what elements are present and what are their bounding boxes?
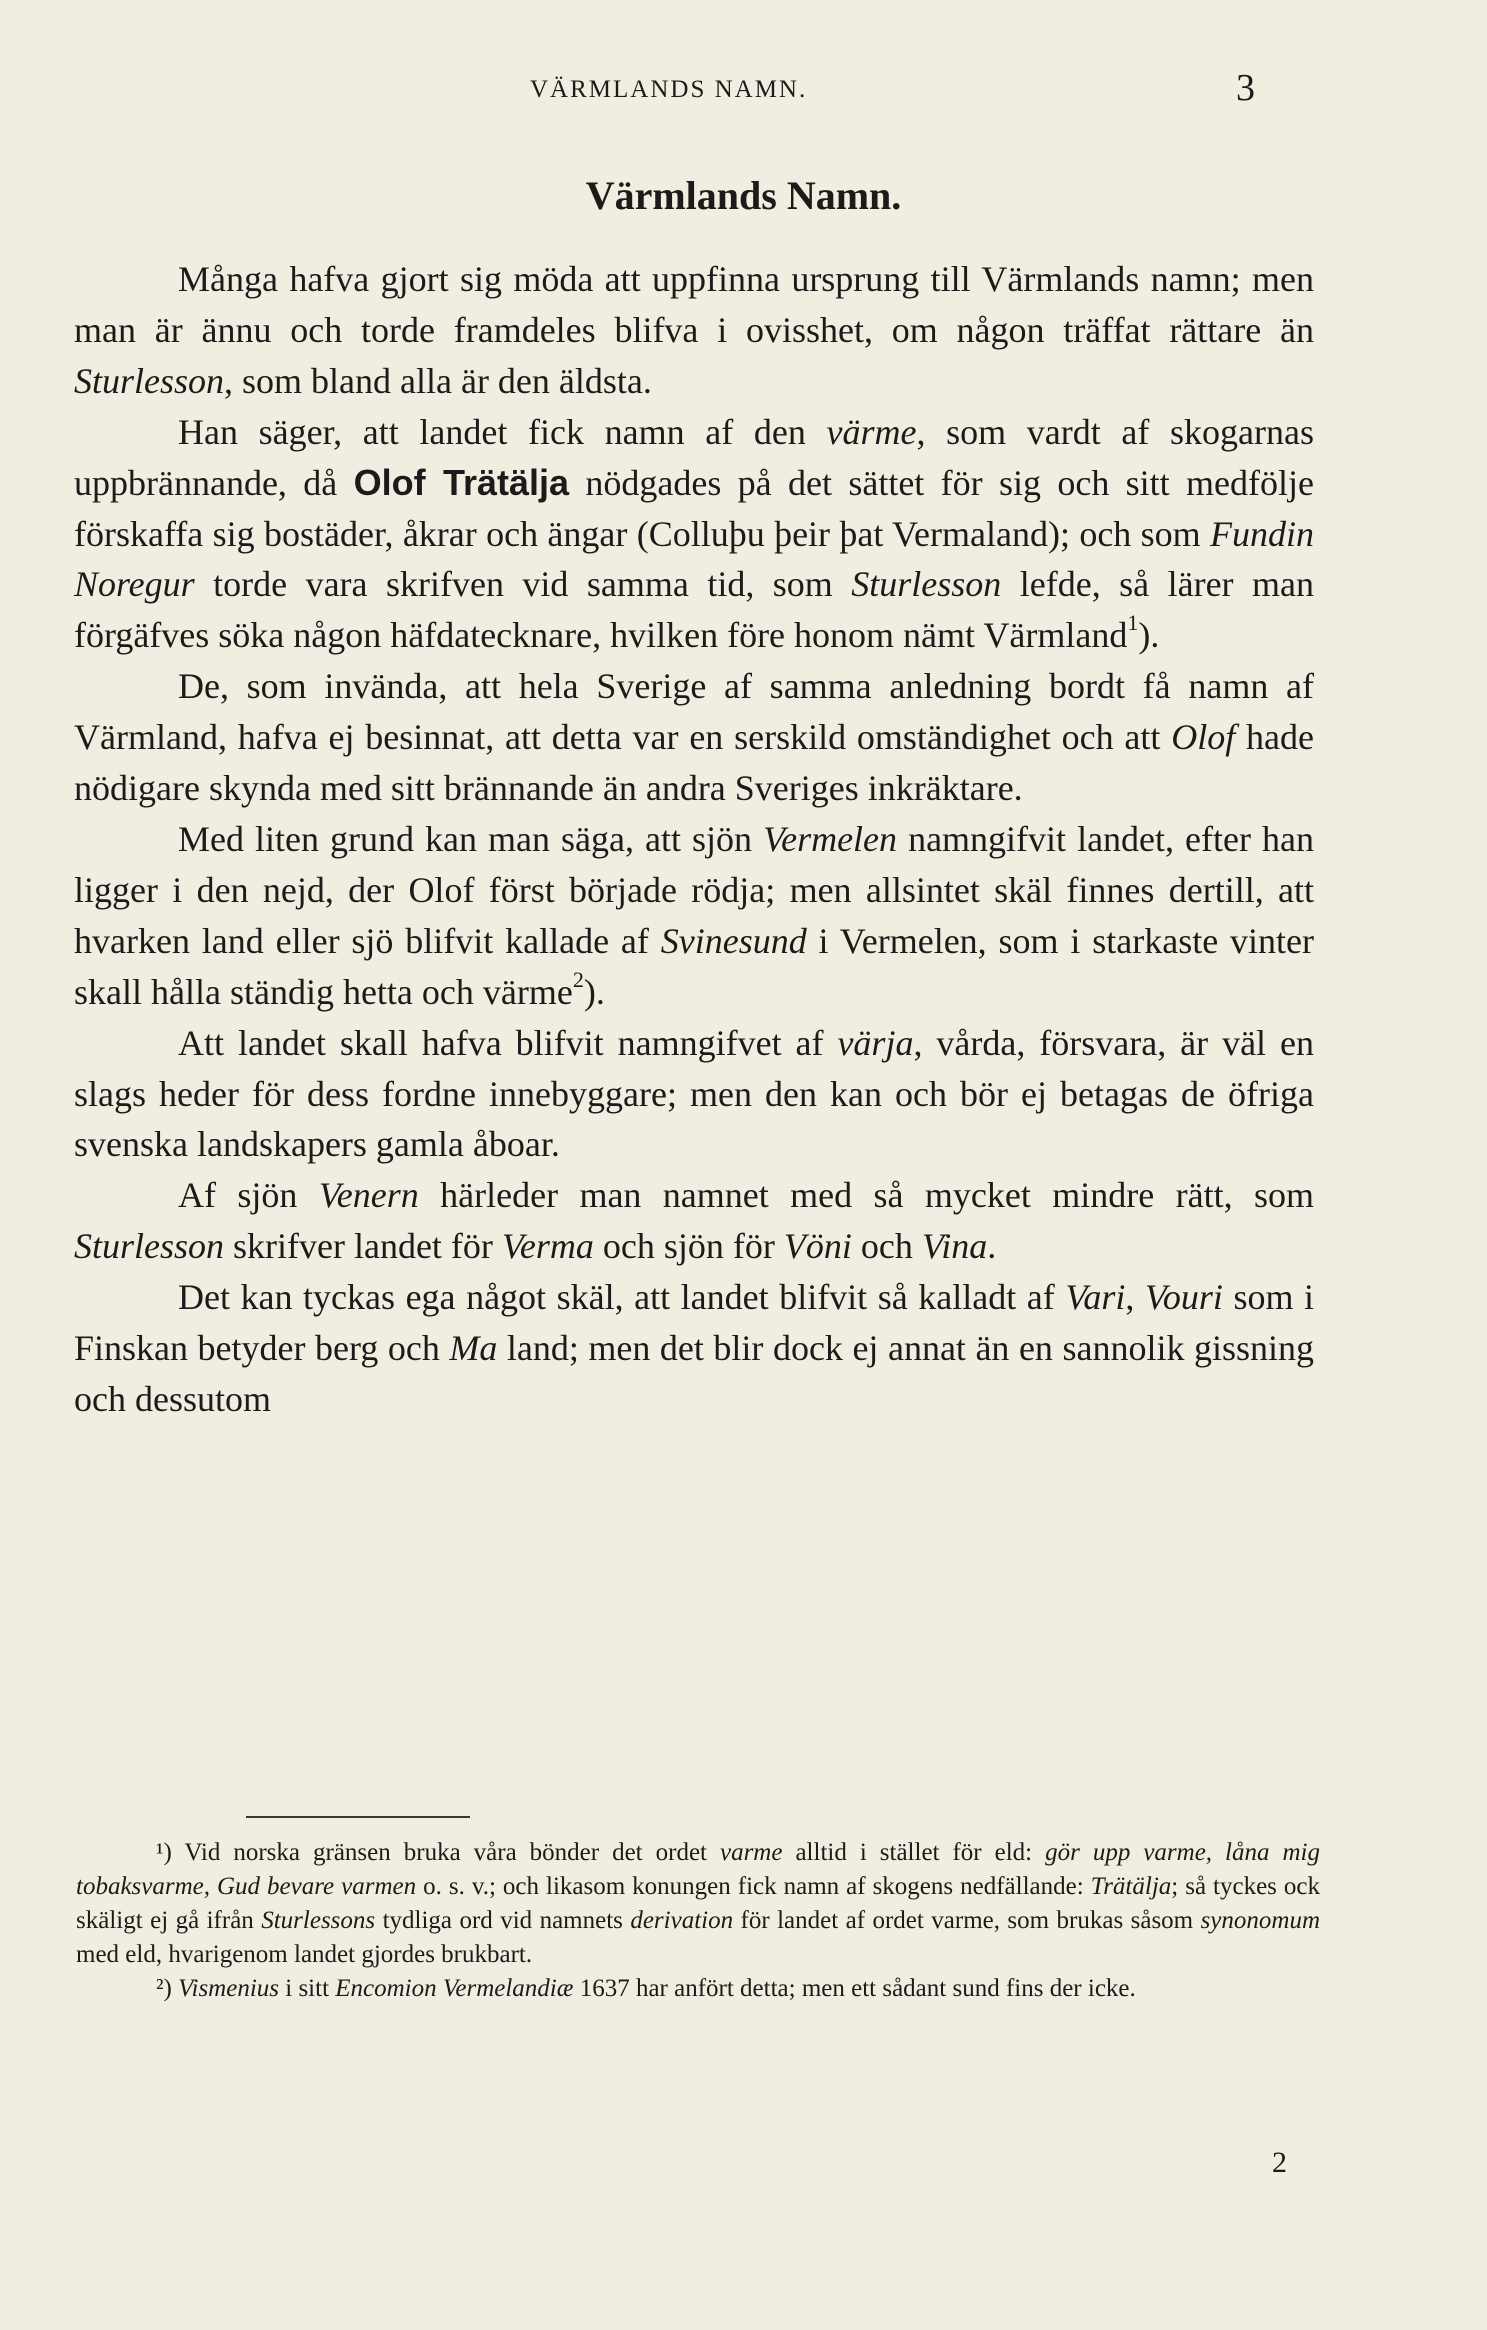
footnote-1: ¹) Vid norska gränsen bruka våra bönder det ordet varme alltid i stället för eld: gör upp varme, låna mig tobaksvarme, Gud bevare varmen o. s. v.; och likasom konungen fick namn af skogens nedfällande: Trätälja; så tyckes ock skäligt ej gå ifrån Sturlessons tydliga ord vid namnets derivation för landet af ordet varme, som brukas såsom synonomum med eld, hvarigenom landet gjordes brukbart.: [76, 1839, 1320, 1968]
paragraph-6: Af sjön Venern härleder man namnet med så mycket mindre rätt, som Sturlesson skrifver landet för Verma och sjön för Vöni och Vina.: [74, 1175, 1314, 1267]
paragraph-5: Att landet skall hafva blifvit namngifvet af värja, vårda, försvara, är väl en slags heder för dess fordne innebyggare; men den kan och bör ej betagas de öfriga svenska landskapers gamla åboar.: [74, 1022, 1314, 1165]
paragraph-1: Många hafva gjort sig möda att uppfinna ursprung till Värmlands namn; men man är ännu och torde framdeles blifva i ovisshet, om någon träffat rättare än Sturlesson, som bland alla är den äldsta.: [74, 259, 1314, 401]
footnote-ref-1: 1: [1127, 610, 1139, 636]
footnote-divider: [246, 1816, 470, 1818]
paragraph-3: De, som invända, att hela Sverige af samma anledning bordt få namn af Värmland, hafva ej besinnat, att detta var en serskild omständighet och att Olof hade nödigare skynda med sitt brännande än andra Sveriges inkräktare.: [74, 666, 1314, 809]
footnote-ref-2: 2: [572, 966, 584, 992]
paragraph-2: Han säger, att landet fick namn af den värme, som vardt af skogarnas uppbrännande, då Olof Trätälja nödgades på det sättet för sig och sitt medfölje förskaffa sig bostäder, åkrar och ängar (Colluþu þeir þat Vermaland); och som Fundin Noregur torde vara skrifven vid samma tid, som Sturlesson lefde, så lärer man förgäfves söka någon häfdatecknare, hvilken före honom nämt Värmland$^1$).: [74, 411, 1314, 656]
paragraph-4: Med liten grund kan man säga, att sjön Vermelen namngifvit landet, efter han ligger i den nejd, der Olof först började rödja; men allsintet skäl finnes dertill, att hvarken land eller sjö blifvit kallade af Svinesund i Vermelen, som i starkaste vinter skall hålla ständig hetta och värme$^2$).: [74, 818, 1315, 1012]
running-title: VÄRMLANDS NAMN.: [530, 76, 808, 103]
page-number: 3: [1236, 67, 1255, 109]
body-text: [74, 254, 1314, 1425]
chapter-title: Värmlands Namn.: [585, 173, 902, 218]
paragraph-7: Det kan tyckas ega något skäl, att landet blifvit så kalladt af Vari, Vouri som i Finskan betyder berg och Ma land; men det blir dock ej annat än en sannolik gissning och dessutom: [74, 1277, 1315, 1419]
footnotes: [76, 1836, 1320, 2006]
signature-mark: 2: [1272, 2146, 1287, 2179]
footnote-2: ²) Vismenius i sitt Encomion Vermelandiæ 1637 har anfört detta; men ett sådant sund fins der icke.: [156, 1975, 1136, 2002]
